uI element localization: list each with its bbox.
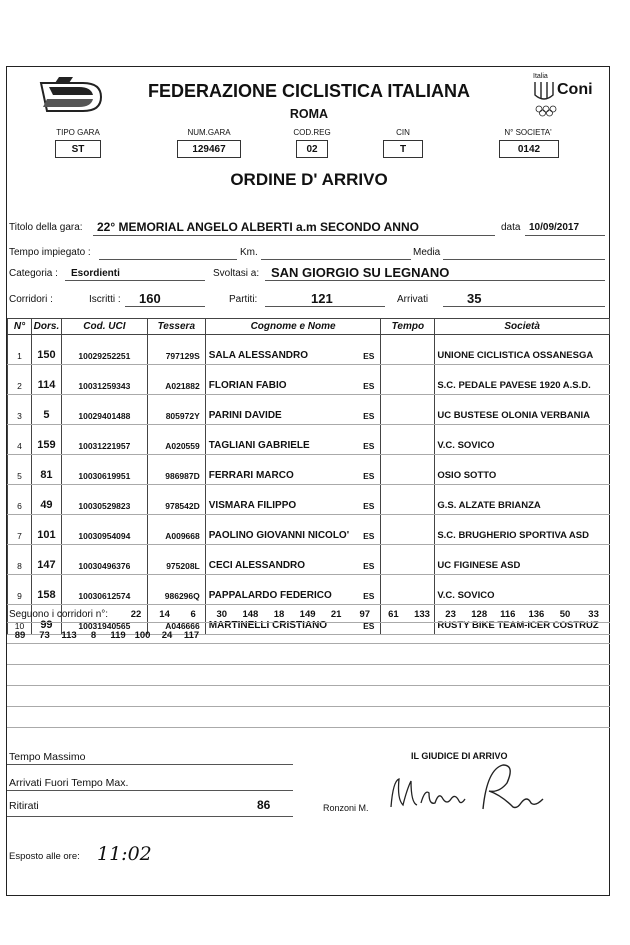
rider-name: FERRARI MARCO — [208, 470, 294, 481]
rider-name: TAGLIANI GABRIELE — [208, 440, 310, 451]
follower-number: 30 — [216, 609, 228, 620]
rider-name: FLORIAN FABIO — [208, 380, 287, 391]
rider-category: ES — [363, 351, 375, 361]
societa-label: N° SOCIETA' — [504, 128, 552, 137]
row-uci-code: 10029252251 — [61, 335, 147, 365]
row-team: UNIONE CICLISTICA OSSANESGA — [435, 335, 610, 365]
table-row — [8, 365, 610, 395]
row-number: 1 — [8, 335, 32, 365]
row-rider — [205, 575, 381, 605]
row-bib: 114 — [31, 365, 61, 395]
col-uci: Cod. UCI — [61, 319, 147, 335]
race-title: 22° MEMORIAL ANGELO ALBERTI a.m SECONDO ANNO — [97, 220, 419, 234]
arrivati-value: 35 — [467, 291, 482, 306]
rider-category: ES — [363, 381, 375, 391]
row-license: 986987D — [147, 455, 205, 485]
row-uci-code: 10030612574 — [61, 575, 147, 605]
follower-number: 33 — [588, 609, 599, 620]
follower-number: 119 — [110, 630, 126, 641]
row-license: 978542D — [147, 485, 205, 515]
time-label: Tempo impiegato : — [9, 247, 91, 258]
coni-logo: Italia Coni — [533, 73, 603, 119]
follower-number: 22 — [130, 609, 142, 620]
row-rider — [205, 455, 381, 485]
row-license: A046666 — [147, 605, 205, 635]
fuori-tempo-label: Arrivati Fuori Tempo Max. — [9, 777, 129, 789]
table-header — [8, 319, 610, 335]
row-time — [381, 365, 435, 395]
table-row — [8, 485, 610, 515]
media-label: Media — [413, 247, 441, 258]
race-title-label: Titolo della gara: — [9, 222, 83, 233]
follower-number: 23 — [445, 609, 456, 620]
race-date: 10/09/2017 — [529, 222, 580, 233]
societa-value: 0142 — [499, 140, 559, 158]
follower-number: 149 — [299, 609, 316, 620]
row-team: UC BUSTESE OLONIA VERBANIA — [435, 395, 610, 425]
row-bib: 81 — [31, 455, 61, 485]
cod-reg-value: 02 — [296, 140, 328, 158]
row-number: 10 — [8, 605, 32, 635]
row-license: 805972Y — [147, 395, 205, 425]
federation-title: FEDERAZIONE CICLISTICA ITALIANA — [148, 81, 470, 101]
row-rider — [205, 515, 381, 545]
row-number: 6 — [8, 485, 32, 515]
rider-category: ES — [363, 531, 375, 541]
row-rider — [205, 425, 381, 455]
row-uci-code: 10030954094 — [61, 515, 147, 545]
venue-label: Svoltasi a: — [213, 268, 260, 279]
follower-number: 6 — [190, 609, 196, 620]
col-n: N° — [8, 319, 32, 335]
row-uci-code: 10031259343 — [61, 365, 147, 395]
table-row — [8, 425, 610, 455]
row-bib: 49 — [31, 485, 61, 515]
table-row — [8, 515, 610, 545]
row-time — [381, 485, 435, 515]
follower-number: 128 — [471, 609, 488, 620]
table-row — [8, 575, 610, 605]
row-bib: 99 — [31, 605, 61, 635]
follower-number: 133 — [414, 609, 430, 620]
row-number: 5 — [8, 455, 32, 485]
row-bib: 150 — [31, 335, 61, 365]
col-dors: Dors. — [31, 319, 61, 335]
arrivati-label: Arrivati — [397, 294, 429, 305]
partiti-value: 121 — [311, 291, 333, 306]
row-bib: 147 — [31, 545, 61, 575]
follower-number: 50 — [559, 609, 571, 620]
venue-value: SAN GIORGIO SU LEGNANO — [271, 265, 450, 280]
row-rider — [205, 485, 381, 515]
row-time — [381, 545, 435, 575]
row-license: A021882 — [147, 365, 205, 395]
table-row — [8, 395, 610, 425]
row-team: G.S. ALZATE BRIANZA — [435, 485, 610, 515]
row-uci-code: 10031940565 — [61, 605, 147, 635]
category-label: Categoria : — [9, 268, 58, 279]
row-uci-code: 10030529823 — [61, 485, 147, 515]
document-title: ORDINE D' ARRIVO — [230, 170, 388, 189]
row-number: 4 — [8, 425, 32, 455]
row-rider — [205, 545, 381, 575]
follower-number: 89 — [14, 630, 26, 641]
col-name: Cognome e Nome — [205, 319, 381, 335]
row-number: 2 — [8, 365, 32, 395]
followers-label: Seguono i corridori n°: — [9, 609, 109, 620]
rider-name: PAPPALARDO FEDERICO — [208, 590, 332, 601]
partiti-label: Partiti: — [229, 294, 258, 305]
arrival-order-sheet — [6, 66, 610, 896]
row-team: S.C. PEDALE PAVESE 1920 A.S.D. — [435, 365, 610, 395]
follower-number: 18 — [273, 609, 285, 620]
rider-name: SALA ALESSANDRO — [208, 350, 309, 361]
km-label: Km. — [240, 247, 258, 258]
follower-number: 116 — [500, 609, 516, 620]
follower-number: 117 — [183, 630, 200, 641]
row-team: V.C. SOVICO — [435, 425, 610, 455]
row-number: 7 — [8, 515, 32, 545]
rider-name: VISMARA FILIPPO — [208, 500, 297, 511]
row-license: 797129S — [147, 335, 205, 365]
follower-number: 21 — [330, 609, 342, 620]
rider-category: ES — [363, 441, 375, 451]
iscritti-value: 160 — [139, 291, 161, 306]
row-uci-code: 10030619951 — [61, 455, 147, 485]
row-time — [381, 335, 435, 365]
category-value: Esordienti — [71, 268, 120, 279]
follower-number: 14 — [159, 609, 170, 620]
follower-number: 61 — [388, 609, 399, 620]
ritirati-label: Ritirati — [9, 800, 39, 812]
row-time — [381, 515, 435, 545]
rider-name: PAOLINO GIOVANNI NICOLO' — [208, 530, 350, 541]
row-bib: 158 — [31, 575, 61, 605]
federation-city: ROMA — [289, 107, 329, 121]
rider-category: ES — [363, 591, 375, 601]
judge-label: IL GIUDICE DI ARRIVO — [411, 751, 508, 761]
col-societa: Società — [435, 319, 610, 335]
row-team: V.C. SOVICO — [435, 575, 610, 605]
follower-number: 148 — [242, 609, 259, 620]
follower-number: 97 — [359, 609, 371, 620]
row-rider — [205, 365, 381, 395]
results-table — [7, 318, 610, 635]
row-rider — [205, 335, 381, 365]
row-time — [381, 395, 435, 425]
row-rider — [205, 395, 381, 425]
table-row — [8, 455, 610, 485]
tempo-massimo-label: Tempo Massimo — [9, 751, 86, 763]
rider-category: ES — [363, 471, 375, 481]
judge-name: Ronzoni M. — [323, 803, 369, 813]
row-team: S.C. BRUGHERIO SPORTIVA ASD — [435, 515, 610, 545]
row-team: RUSTY BIKE TEAM-ICER COSTRUZ — [435, 605, 610, 635]
esposto-label: Esposto alle ore: — [9, 851, 80, 862]
follower-number: 8 — [90, 630, 97, 641]
col-tempo: Tempo — [381, 319, 435, 335]
table-row — [8, 545, 610, 575]
row-bib: 5 — [31, 395, 61, 425]
num-gara-label: NUM.GARA — [187, 128, 231, 137]
row-license: 986296Q — [147, 575, 205, 605]
tipo-gara-value: ST — [55, 140, 101, 158]
rider-category: ES — [363, 621, 375, 631]
row-team: UC FIGINESE ASD — [435, 545, 610, 575]
row-bib: 159 — [31, 425, 61, 455]
rider-category: ES — [363, 501, 375, 511]
table-row — [8, 335, 610, 365]
row-license: A020559 — [147, 425, 205, 455]
row-bib: 101 — [31, 515, 61, 545]
row-uci-code: 10031221957 — [61, 425, 147, 455]
row-team: OSIO SOTTO — [435, 455, 610, 485]
rider-name: PARINI DAVIDE — [208, 410, 282, 421]
date-label: data — [501, 222, 521, 233]
follower-number: 24 — [161, 630, 173, 641]
row-license: 975208L — [147, 545, 205, 575]
cod-reg-label: COD.REG — [293, 128, 331, 137]
tipo-gara-label: TIPO GARA — [56, 128, 100, 137]
rider-category: ES — [363, 561, 375, 571]
iscritti-label: Iscritti : — [89, 294, 121, 305]
num-gara-value: 129467 — [177, 140, 241, 158]
row-uci-code: 10030496376 — [61, 545, 147, 575]
judge-signature — [385, 759, 555, 817]
esposto-time: 11:02 — [97, 843, 152, 865]
cin-label: CIN — [396, 128, 410, 137]
follower-number: 73 — [39, 630, 50, 641]
follower-number: 100 — [134, 630, 151, 641]
riders-label: Corridori : — [9, 294, 53, 305]
row-uci-code: 10029401488 — [61, 395, 147, 425]
row-number: 9 — [8, 575, 32, 605]
row-number: 8 — [8, 545, 32, 575]
cin-value: T — [383, 140, 423, 158]
rider-category: ES — [363, 411, 375, 421]
rider-name: CECI ALESSANDRO — [208, 560, 306, 571]
row-time — [381, 455, 435, 485]
follower-number: 136 — [528, 609, 545, 620]
row-time — [381, 425, 435, 455]
row-time — [381, 575, 435, 605]
ritirati-value: 86 — [257, 798, 271, 812]
row-license: A009668 — [147, 515, 205, 545]
col-tessera: Tessera — [147, 319, 205, 335]
row-number: 3 — [8, 395, 32, 425]
follower-number: 113 — [61, 630, 77, 641]
rider-name: MARTINELLI CRISTIANO — [208, 620, 328, 631]
